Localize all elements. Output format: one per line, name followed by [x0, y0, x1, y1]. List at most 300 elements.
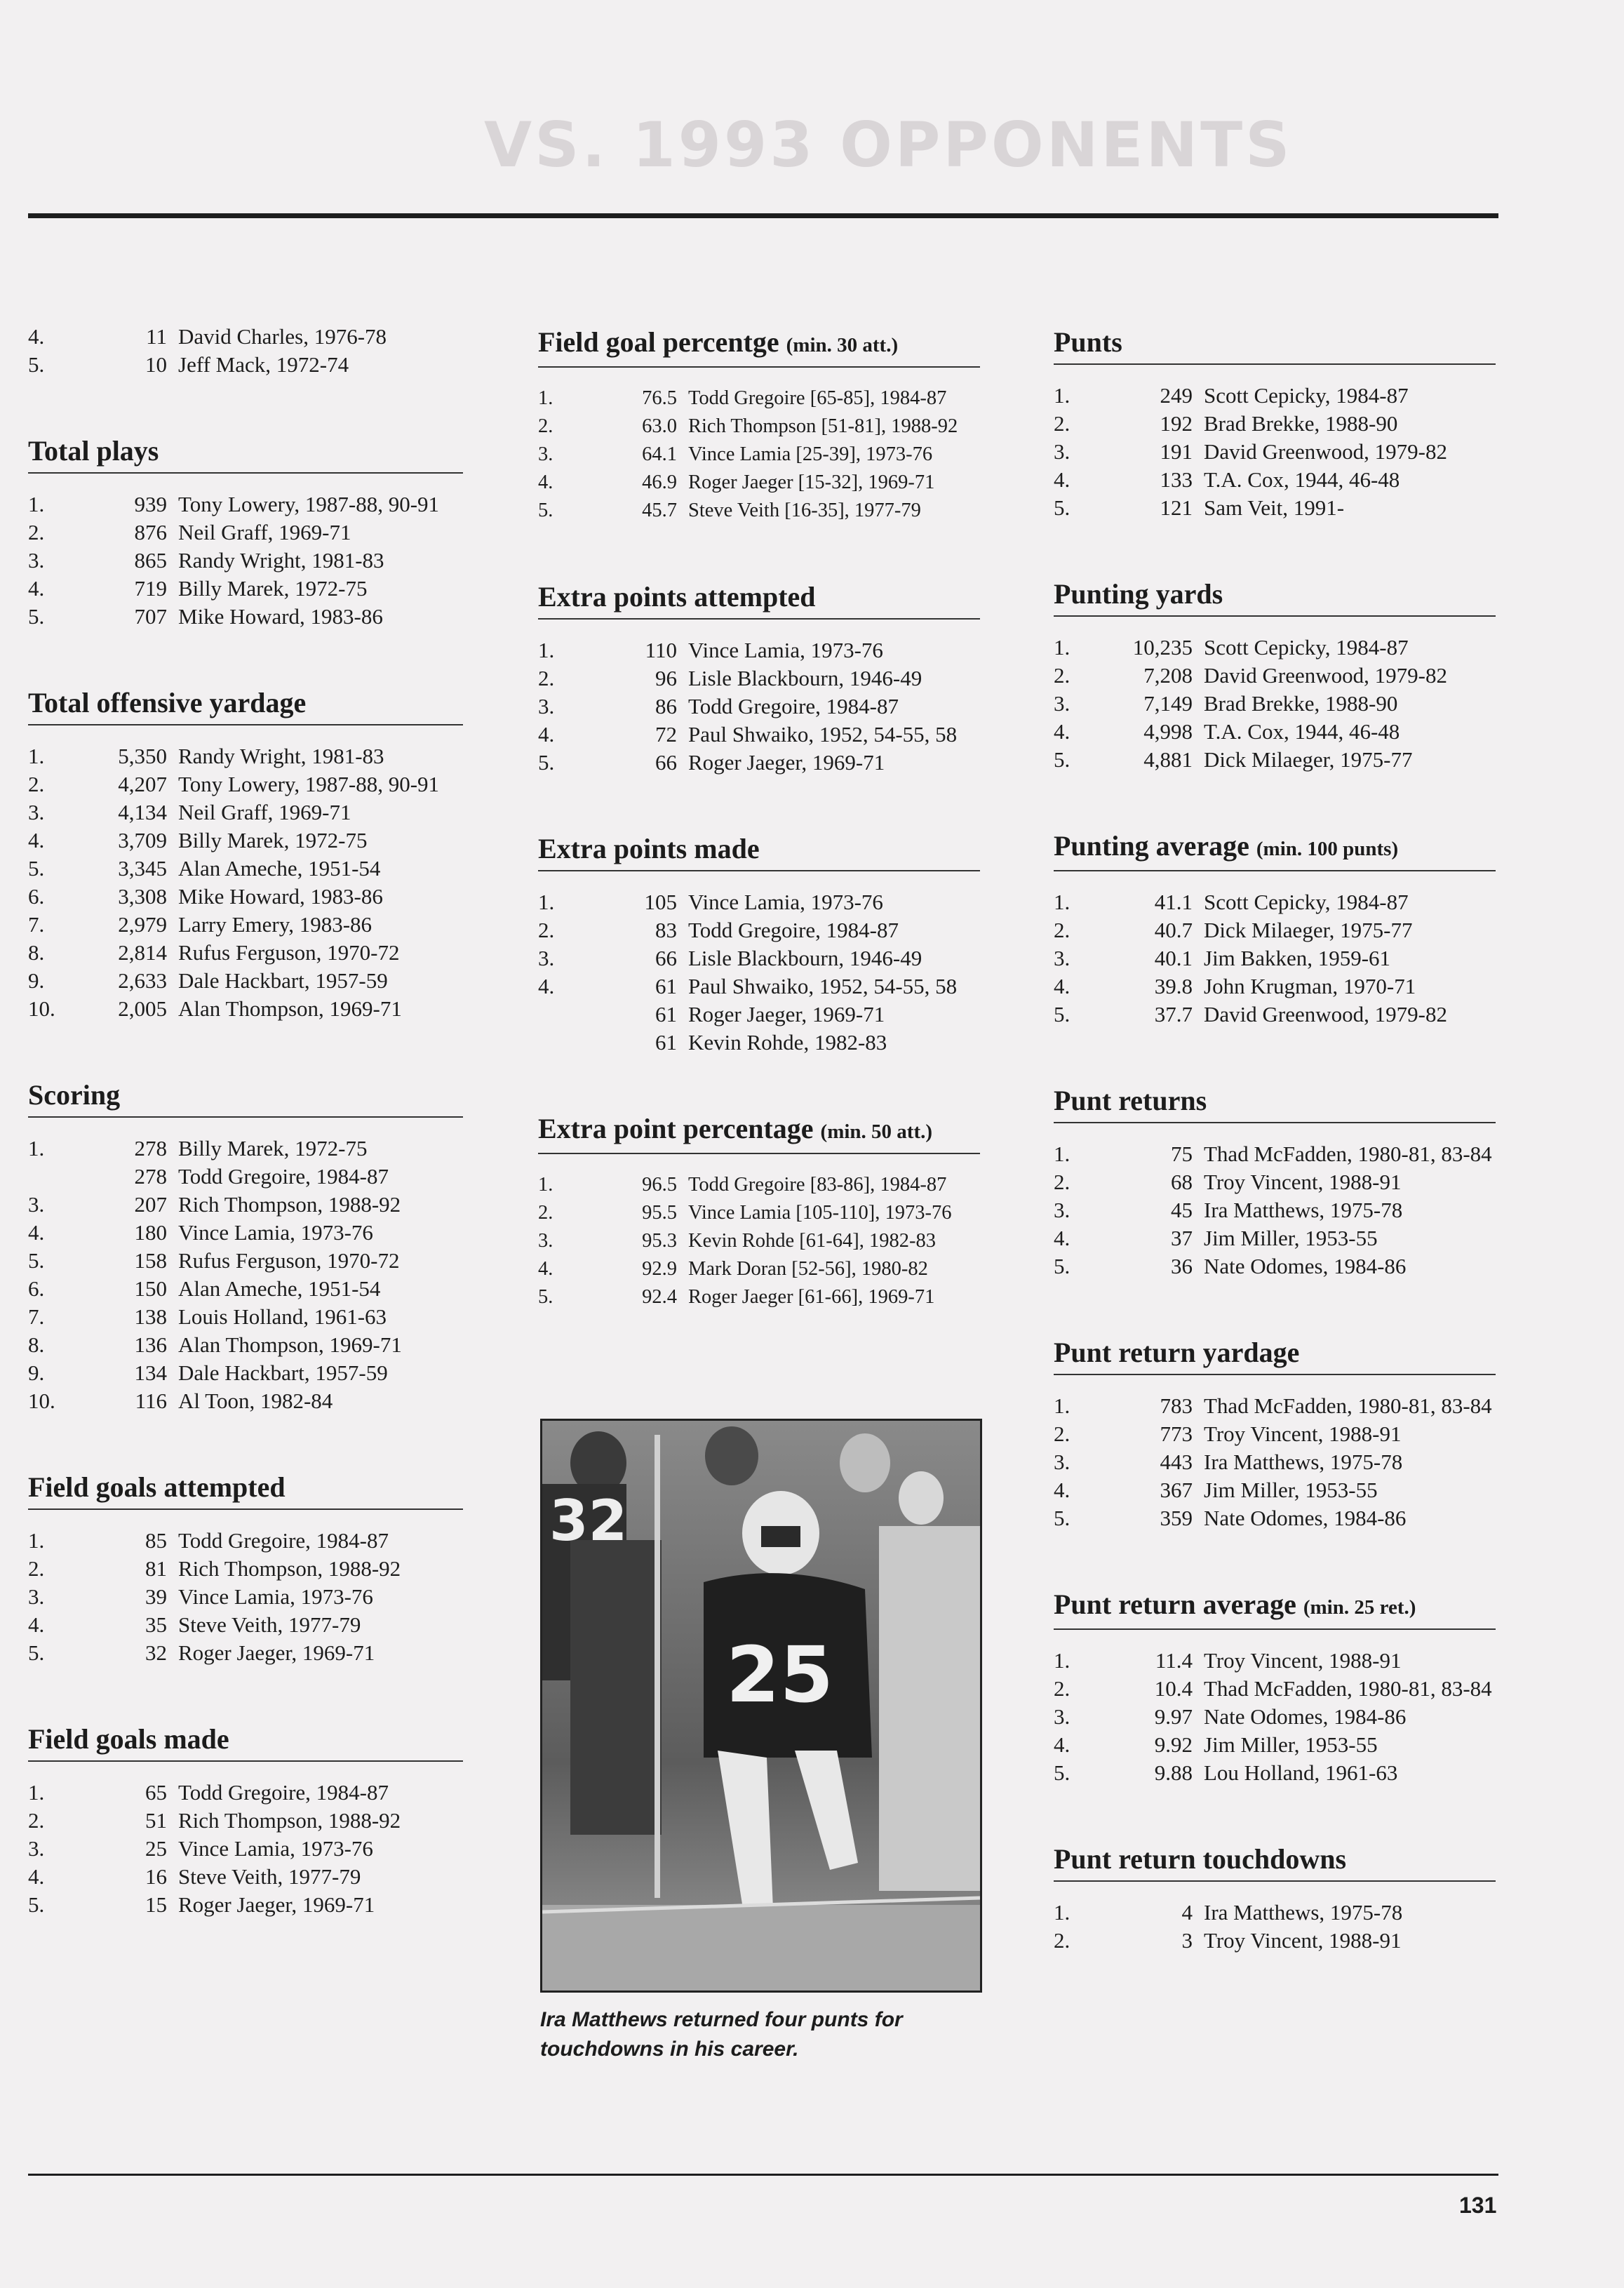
record-row [538, 441, 980, 469]
record-rank: 2. [1054, 1928, 1071, 1953]
record-rank: 1. [1054, 1900, 1071, 1925]
section-extra-point-percentage [538, 1109, 980, 1311]
record-rank: 7. [28, 912, 45, 937]
column-left [28, 323, 463, 1972]
record-name: Roger Jaeger, 1969-71 [178, 1892, 375, 1917]
record-name: Thad McFadden, 1980-81, 83-84 [1204, 1142, 1492, 1166]
record-rank: 3. [538, 946, 555, 970]
record-value: 36 [1171, 1254, 1193, 1278]
record-name: Jim Bakken, 1959-61 [1204, 946, 1391, 970]
record-name: Rich Thompson, 1988-92 [178, 1808, 401, 1833]
record-row [538, 749, 980, 777]
record-value: 7,149 [1143, 691, 1193, 716]
record-rank: 1. [28, 1528, 45, 1553]
record-name: Scott Cepicky, 1984-87 [1204, 383, 1409, 408]
record-name: Troy Vincent, 1988-91 [1204, 1421, 1402, 1446]
record-row [1054, 1420, 1496, 1448]
record-row [28, 1275, 463, 1303]
record-rank: 6. [28, 1276, 45, 1301]
record-value: 40.1 [1154, 946, 1193, 970]
record-row [28, 967, 463, 995]
record-rank: 1. [538, 1174, 553, 1196]
record-value: 45.7 [642, 500, 677, 521]
record-name: Todd Gregoire, 1984-87 [688, 918, 899, 942]
record-value: 10 [145, 352, 167, 377]
record-value: 45 [1171, 1198, 1193, 1222]
record-rank: 2. [28, 520, 45, 544]
record-row [1054, 494, 1496, 522]
record-name: Larry Emery, 1983-86 [178, 912, 373, 937]
section-qualifier: (min. 30 att.) [786, 334, 899, 356]
record-name: Rufus Ferguson, 1970-72 [178, 1248, 400, 1273]
section-field-goal-percentge [538, 323, 980, 525]
record-value: 63.0 [642, 415, 677, 437]
record-rank: 5. [28, 604, 45, 629]
record-name: Rufus Ferguson, 1970-72 [178, 940, 400, 965]
section-punt-return-average [1054, 1585, 1496, 1787]
record-rank: 3. [1054, 1450, 1071, 1474]
record-rank: 2. [1054, 1170, 1071, 1194]
section-title-text: Punting average [1054, 830, 1249, 862]
record-value: 92.9 [642, 1258, 677, 1280]
record-row [538, 972, 980, 1001]
section-title-text: Extra points attempted [538, 581, 816, 613]
record-rank: 1. [1054, 383, 1071, 408]
record-name: Troy Vincent, 1988-91 [1204, 1170, 1402, 1194]
record-value: 134 [134, 1360, 167, 1385]
record-value: 81 [145, 1556, 167, 1581]
record-name: Steve Veith, 1977-79 [178, 1864, 361, 1889]
record-value: 40.7 [1154, 918, 1193, 942]
record-row [28, 1331, 463, 1359]
record-row [538, 888, 980, 916]
record-name: Dale Hackbart, 1957-59 [178, 1360, 388, 1385]
record-name: Roger Jaeger [61-66], 1969-71 [688, 1286, 935, 1308]
record-name: Billy Marek, 1972-75 [178, 576, 368, 601]
record-name: Troy Vincent, 1988-91 [1204, 1648, 1402, 1673]
record-row [28, 490, 463, 519]
record-rank: 5. [1054, 1506, 1071, 1530]
record-row [1054, 944, 1496, 972]
record-value: 37.7 [1154, 1002, 1193, 1026]
record-value: 95.5 [642, 1202, 677, 1224]
record-value: 2,005 [118, 996, 167, 1021]
record-rank: 6. [28, 884, 45, 909]
record-row [28, 1807, 463, 1835]
record-rank: 5. [28, 1640, 45, 1665]
record-row [28, 351, 463, 379]
page-number: 131 [1459, 2193, 1497, 2218]
record-value: 2,979 [118, 912, 167, 937]
record-rank: 2. [28, 1808, 45, 1833]
record-row [28, 1835, 463, 1863]
record-name: Randy Wright, 1981-83 [178, 548, 384, 573]
record-rank: 3. [538, 443, 553, 465]
section-punting-average [1054, 827, 1496, 1029]
record-rank: 2. [538, 666, 555, 690]
record-value: 192 [1160, 411, 1193, 436]
section-title-text: Total offensive yardage [28, 687, 307, 718]
section-title-text: Punt return average [1054, 1588, 1296, 1620]
record-rank: 3. [1054, 946, 1071, 970]
section-title-text: Punting yards [1054, 578, 1223, 610]
record-name: Scott Cepicky, 1984-87 [1204, 890, 1409, 914]
record-name: Paul Shwaiko, 1952, 54-55, 58 [688, 974, 958, 998]
record-rank: 1. [538, 890, 555, 914]
record-name: Jeff Mack, 1972-74 [178, 352, 349, 377]
record-row [538, 1171, 980, 1199]
record-row [1054, 1001, 1496, 1029]
section-title [1054, 323, 1496, 365]
record-row [538, 636, 980, 664]
record-name: David Greenwood, 1979-82 [1204, 439, 1447, 464]
record-row [1054, 1675, 1496, 1703]
record-value: 105 [644, 890, 677, 914]
record-name: Todd Gregoire [83-86], 1984-87 [688, 1174, 947, 1196]
section-title [538, 577, 980, 620]
record-name: Alan Ameche, 1951-54 [178, 1276, 381, 1301]
column-middle [538, 323, 980, 1364]
section-punt-return-yardage [1054, 1333, 1496, 1532]
record-value: 9.97 [1154, 1704, 1193, 1729]
record-rank: 5. [538, 1286, 553, 1308]
record-value: 783 [1160, 1393, 1193, 1418]
record-value: 2,633 [118, 968, 167, 993]
record-row [1054, 438, 1496, 466]
record-row [538, 693, 980, 721]
record-rank: 5. [1054, 747, 1071, 772]
record-value: 10,235 [1132, 635, 1193, 660]
record-name: Todd Gregoire [65-85], 1984-87 [688, 387, 947, 409]
record-value: 7,208 [1143, 663, 1193, 688]
record-name: Lisle Blackbourn, 1946-49 [688, 666, 922, 690]
section-title [538, 829, 980, 871]
record-rank: 2. [1054, 1676, 1071, 1701]
record-rank: 5. [1054, 1254, 1071, 1278]
record-value: 39.8 [1154, 974, 1193, 998]
record-name: Roger Jaeger, 1969-71 [688, 1002, 885, 1026]
record-row [28, 1611, 463, 1639]
record-name: Alan Ameche, 1951-54 [178, 856, 381, 881]
record-value: 443 [1160, 1450, 1193, 1474]
record-row [1054, 1504, 1496, 1532]
record-name: Rich Thompson [51-81], 1988-92 [688, 415, 958, 437]
section-title [1054, 1585, 1496, 1630]
record-name: Al Toon, 1982-84 [178, 1389, 333, 1413]
record-row [28, 1639, 463, 1667]
record-row [28, 1303, 463, 1331]
section-field-goals-attempted [28, 1468, 463, 1667]
record-name: Vince Lamia, 1973-76 [178, 1220, 373, 1245]
record-name: Thad McFadden, 1980-81, 83-84 [1204, 1393, 1492, 1418]
record-name: Randy Wright, 1981-83 [178, 744, 384, 768]
record-rank: 1. [1054, 1142, 1071, 1166]
record-value: 4,134 [118, 800, 167, 824]
record-name: Thad McFadden, 1980-81, 83-84 [1204, 1676, 1492, 1701]
record-rank: 5. [1054, 1002, 1071, 1026]
record-row [1054, 1168, 1496, 1196]
record-row [28, 1191, 463, 1219]
record-value: 359 [1160, 1506, 1193, 1530]
record-name: Ira Matthews, 1975-78 [1204, 1450, 1403, 1474]
record-row [28, 1891, 463, 1919]
record-name: Todd Gregoire, 1984-87 [178, 1164, 389, 1189]
record-value: 85 [145, 1528, 167, 1553]
record-name: Neil Graff, 1969-71 [178, 800, 351, 824]
record-name: Billy Marek, 1972-75 [178, 828, 368, 852]
record-name: Roger Jaeger, 1969-71 [688, 750, 885, 775]
record-row [28, 995, 463, 1023]
record-rank: 5. [28, 1892, 45, 1917]
record-name: Nate Odomes, 1984-86 [1204, 1506, 1407, 1530]
record-name: Steve Veith, 1977-79 [178, 1612, 361, 1637]
record-name: Jim Miller, 1953-55 [1204, 1478, 1378, 1502]
record-value: 3 [1181, 1928, 1193, 1953]
record-value: 66 [655, 946, 677, 970]
record-rank: 4. [28, 1864, 45, 1889]
record-row [28, 1247, 463, 1275]
record-rank: 2. [28, 772, 45, 796]
record-row [1054, 1927, 1496, 1955]
record-name: Todd Gregoire, 1984-87 [688, 694, 899, 718]
record-row [28, 827, 463, 855]
record-value: 865 [134, 548, 167, 573]
section-field-goals-made [28, 1720, 463, 1919]
record-name: Dick Milaeger, 1975-77 [1204, 918, 1413, 942]
record-value: 138 [134, 1304, 167, 1329]
record-rank: 1. [1054, 1648, 1071, 1673]
record-rank: 2. [1054, 1421, 1071, 1446]
record-row [28, 1219, 463, 1247]
record-row [28, 1779, 463, 1807]
section-title-text: Field goals made [28, 1723, 229, 1755]
record-rank: 4. [1054, 719, 1071, 744]
record-row [28, 1135, 463, 1163]
record-value: 61 [655, 1030, 677, 1055]
record-row [538, 1255, 980, 1283]
record-rank: 8. [28, 1332, 45, 1357]
record-rank: 1. [28, 1780, 45, 1805]
record-rank: 10. [28, 1389, 55, 1413]
record-value: 16 [145, 1864, 167, 1889]
record-name: Vince Lamia [25-39], 1973-76 [688, 443, 933, 465]
record-value: 2,814 [118, 940, 167, 965]
section-title-text: Scoring [28, 1079, 121, 1111]
record-rank: 2. [538, 415, 553, 437]
record-value: 66 [655, 750, 677, 775]
football-photo [540, 1419, 982, 1993]
record-row [538, 1199, 980, 1227]
record-rank: 3. [538, 1230, 553, 1252]
record-value: 3,709 [118, 828, 167, 852]
record-rank: 9. [28, 1360, 45, 1385]
record-name: Alan Thompson, 1969-71 [178, 1332, 402, 1357]
record-row [28, 519, 463, 547]
record-value: 61 [655, 1002, 677, 1026]
record-value: 5,350 [118, 744, 167, 768]
record-name: Vince Lamia, 1973-76 [178, 1836, 373, 1861]
record-row [28, 1527, 463, 1555]
record-name: Alan Thompson, 1969-71 [178, 996, 402, 1021]
record-name: Louis Holland, 1961-63 [178, 1304, 387, 1329]
section-title-text: Punt return yardage [1054, 1337, 1300, 1368]
record-name: Tony Lowery, 1987-88, 90-91 [178, 492, 440, 516]
record-name: Mike Howard, 1983-86 [178, 604, 383, 629]
record-value: 110 [645, 638, 677, 662]
record-row [1054, 1140, 1496, 1168]
record-value: 278 [134, 1136, 167, 1160]
record-value: 707 [134, 604, 167, 629]
record-row [538, 1001, 980, 1029]
record-name: Rich Thompson, 1988-92 [178, 1556, 401, 1581]
record-name: Nate Odomes, 1984-86 [1204, 1704, 1407, 1729]
section-extra-points-attempted [538, 577, 980, 777]
record-rank: 4. [28, 1220, 45, 1245]
record-value: 9.92 [1154, 1732, 1193, 1757]
record-value: 3,308 [118, 884, 167, 909]
record-value: 4,881 [1143, 747, 1193, 772]
jersey-front-number: 25 [726, 1630, 834, 1720]
record-row [538, 916, 980, 944]
section-title-text: Total plays [28, 435, 159, 467]
record-value: 92.4 [642, 1286, 677, 1308]
section-continued [28, 323, 463, 379]
record-rank: 8. [28, 940, 45, 965]
record-value: 61 [655, 974, 677, 998]
record-name: Todd Gregoire, 1984-87 [178, 1528, 389, 1553]
top-rule [28, 213, 1498, 218]
section-punt-return-touchdowns [1054, 1840, 1496, 1955]
record-name: Dale Hackbart, 1957-59 [178, 968, 388, 993]
record-rank [538, 1029, 605, 1057]
record-name: Ira Matthews, 1975-78 [1204, 1198, 1403, 1222]
record-rank: 2. [28, 1556, 45, 1581]
record-rank: 5. [1054, 1760, 1071, 1785]
record-rank: 1. [538, 638, 555, 662]
record-name: T.A. Cox, 1944, 46-48 [1204, 719, 1400, 744]
record-name: Kevin Rohde [61-64], 1982-83 [688, 1230, 937, 1252]
record-name: Brad Brekke, 1988-90 [1204, 411, 1398, 436]
record-row [1054, 410, 1496, 438]
record-value: 3,345 [118, 856, 167, 881]
record-value: 4,998 [1143, 719, 1193, 744]
record-name: Billy Marek, 1972-75 [178, 1136, 368, 1160]
record-value: 68 [1171, 1170, 1193, 1194]
record-rank: 5. [538, 750, 555, 775]
record-value: 15 [145, 1892, 167, 1917]
record-row [538, 497, 980, 525]
record-row [538, 664, 980, 693]
record-row [1054, 662, 1496, 690]
record-rank: 1. [538, 387, 553, 409]
record-rank: 4. [1054, 974, 1071, 998]
record-rank: 3. [1054, 1704, 1071, 1729]
record-row [28, 883, 463, 911]
section-title-text: Field goals attempted [28, 1471, 286, 1503]
record-value: 150 [134, 1276, 167, 1301]
record-value: 773 [1160, 1421, 1193, 1446]
record-row [28, 547, 463, 575]
record-row [1054, 466, 1496, 494]
section-total-plays [28, 431, 463, 631]
record-row [28, 1583, 463, 1611]
record-value: 249 [1160, 383, 1193, 408]
record-name: Dick Milaeger, 1975-77 [1204, 747, 1413, 772]
record-row [28, 742, 463, 770]
record-rank: 9. [28, 968, 45, 993]
section-qualifier: (min. 50 att.) [820, 1120, 933, 1143]
record-name: Vince Lamia, 1973-76 [688, 638, 883, 662]
record-name: Tony Lowery, 1987-88, 90-91 [178, 772, 440, 796]
record-row [1054, 746, 1496, 774]
record-rank: 1. [1054, 890, 1071, 914]
record-name: Troy Vincent, 1988-91 [1204, 1928, 1402, 1953]
record-row [1054, 634, 1496, 662]
record-value: 10.4 [1154, 1676, 1193, 1701]
record-value: 4 [1181, 1900, 1193, 1925]
record-rank: 4. [28, 828, 45, 852]
record-rank: 3. [1054, 1198, 1071, 1222]
record-name: Brad Brekke, 1988-90 [1204, 691, 1398, 716]
record-row [28, 1359, 463, 1387]
section-qualifier: (min. 100 punts) [1256, 838, 1399, 860]
record-value: 278 [134, 1164, 167, 1189]
record-row [1054, 1731, 1496, 1759]
record-row [1054, 1647, 1496, 1675]
record-value: 95.3 [642, 1230, 677, 1252]
record-value: 37 [1171, 1226, 1193, 1250]
record-rank: 7. [28, 1304, 45, 1329]
record-rank: 1. [1054, 1393, 1071, 1418]
record-rank: 5. [538, 500, 553, 521]
record-value: 191 [1160, 439, 1193, 464]
record-rank: 2. [1054, 411, 1071, 436]
section-title [1054, 827, 1496, 871]
section-title-text: Punt return touchdowns [1054, 1843, 1347, 1875]
section-title [28, 1720, 463, 1762]
record-value: 180 [134, 1220, 167, 1245]
record-row [1054, 972, 1496, 1001]
record-rank: 3. [28, 1836, 45, 1861]
record-rank: 4. [28, 576, 45, 601]
record-rank: 10. [28, 996, 55, 1021]
record-rank: 3. [28, 800, 45, 824]
record-name: Mike Howard, 1983-86 [178, 884, 383, 909]
record-rank: 4. [28, 324, 45, 349]
record-rank [538, 1001, 605, 1029]
record-row [28, 939, 463, 967]
record-name: David Charles, 1976-78 [178, 324, 387, 349]
section-title [28, 431, 463, 474]
record-name: Nate Odomes, 1984-86 [1204, 1254, 1407, 1278]
record-row [538, 469, 980, 497]
record-rank: 3. [538, 694, 555, 718]
record-rank: 4. [1054, 1226, 1071, 1250]
record-rank: 5. [1054, 495, 1071, 520]
record-rank: 2. [1054, 918, 1071, 942]
record-name: Vince Lamia, 1973-76 [688, 890, 883, 914]
record-rank: 5. [28, 1248, 45, 1273]
record-row [1054, 1448, 1496, 1476]
record-value: 46.9 [642, 471, 677, 493]
column-right [1054, 323, 1496, 2007]
record-rank: 4. [1054, 467, 1071, 492]
record-value: 121 [1160, 495, 1193, 520]
record-value: 719 [134, 576, 167, 601]
section-title [28, 1076, 463, 1118]
record-rank: 3. [28, 1584, 45, 1609]
record-value: 72 [655, 722, 677, 747]
